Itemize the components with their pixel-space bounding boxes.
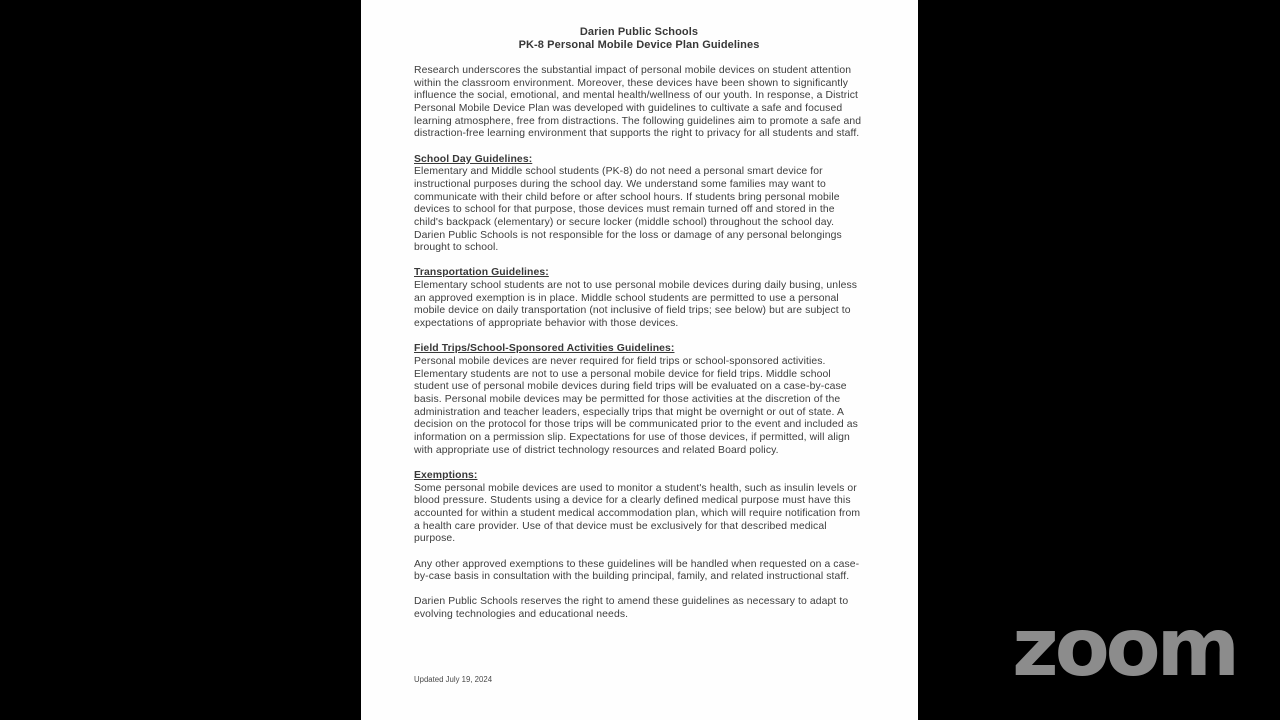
section-paragraph: Any other approved exemptions to these guidelines will be handled when requested on a case-by-case basis in consultation with the building principal, family, and related instructional staff. (414, 558, 860, 583)
zoom-logo: zoom (1012, 601, 1236, 694)
shared-document-page (361, 0, 918, 720)
intro-paragraph: Research underscores the substantial impact of personal mobile devices on student attention within the classroom environment. Moreover, these devices have been shown to significantly influence the social, emotional, and mental health/wellness of our youth. In response, a District Personal Mobile Device Plan was developed with guidelines to cultivate a safe and focused learning atmosphere, free from distractions. The following guidelines aim to promote a safe and distraction-free learning environment that supports the right to privacy for all students and staff. (414, 65, 862, 140)
document-content (414, 26, 864, 622)
section-paragraph: Personal mobile devices are never required for field trips or school-sponsored activities. Elementary students are not to use a personal mobile device for field trips. Middle school student use of personal mobile devices during field trips will be evaluated on a case-by-case basis. Personal mobile devices may be permitted for those activities at the discretion of the administration and teacher leaders, especially trips that might be overnight or out of state. A decision on the protocol for those trips will be communicated prior to the event and included as information on a permission slip. Expectations for use of those devices, if permitted, will align with appropriate use of district technology resources and related Board policy. (414, 356, 858, 456)
section-school-day (414, 154, 864, 255)
section-paragraph: Elementary and Middle school students (PK-8) do not need a personal smart device for instructional purposes during the school day. We understand some families may want to communicate with their child before or after school hours. If students bring personal mobile devices to school for that purpose, those devices must remain turned off and stored in the child's backpack (elementary) or secure locker (middle school) throughout the school day. Darien Public Schools is not responsible for the loss or damage of any personal belongings brought to school. (414, 166, 842, 254)
section-paragraph: Elementary school students are not to use personal mobile devices during daily busing, unless an approved exemption is in place. Middle school students are permitted to use a personal mobile device on daily transportation (not inclusive of field trips; see below) but are subject to expectations of appropriate behavior with those devices. (414, 280, 858, 330)
section-heading-transportation: Transportation Guidelines: (414, 267, 549, 279)
section-paragraph: Some personal mobile devices are used to monitor a student's health, such as insulin levels or blood pressure. Students using a device for a clearly defined medical purpose must have this accounted for within a student medical accommodation plan, which will require notification from a health care provider. Use of that device must be exclusively for that described medical purpose. (414, 482, 861, 545)
document-title-line1: Darien Public Schools (579, 26, 699, 38)
section-heading-exemptions: Exemptions: (414, 469, 478, 481)
section-transportation (414, 267, 864, 330)
section-field-trips (414, 343, 864, 457)
document-footer-updated-date: Updated July 19, 2024 (414, 675, 493, 684)
closing-paragraph: Darien Public Schools reserves the right to amend these guidelines as necessary to adapt to evolving technologies and educational needs. (414, 596, 849, 621)
section-exemptions (414, 470, 864, 584)
section-heading-field-trips: Field Trips/School-Sponsored Activities Guidelines: (414, 343, 675, 355)
document-title (414, 26, 864, 52)
document-title-line2: PK-8 Personal Mobile Device Plan Guidelines (518, 39, 760, 51)
section-heading-school-day: School Day Guidelines: (414, 153, 533, 165)
